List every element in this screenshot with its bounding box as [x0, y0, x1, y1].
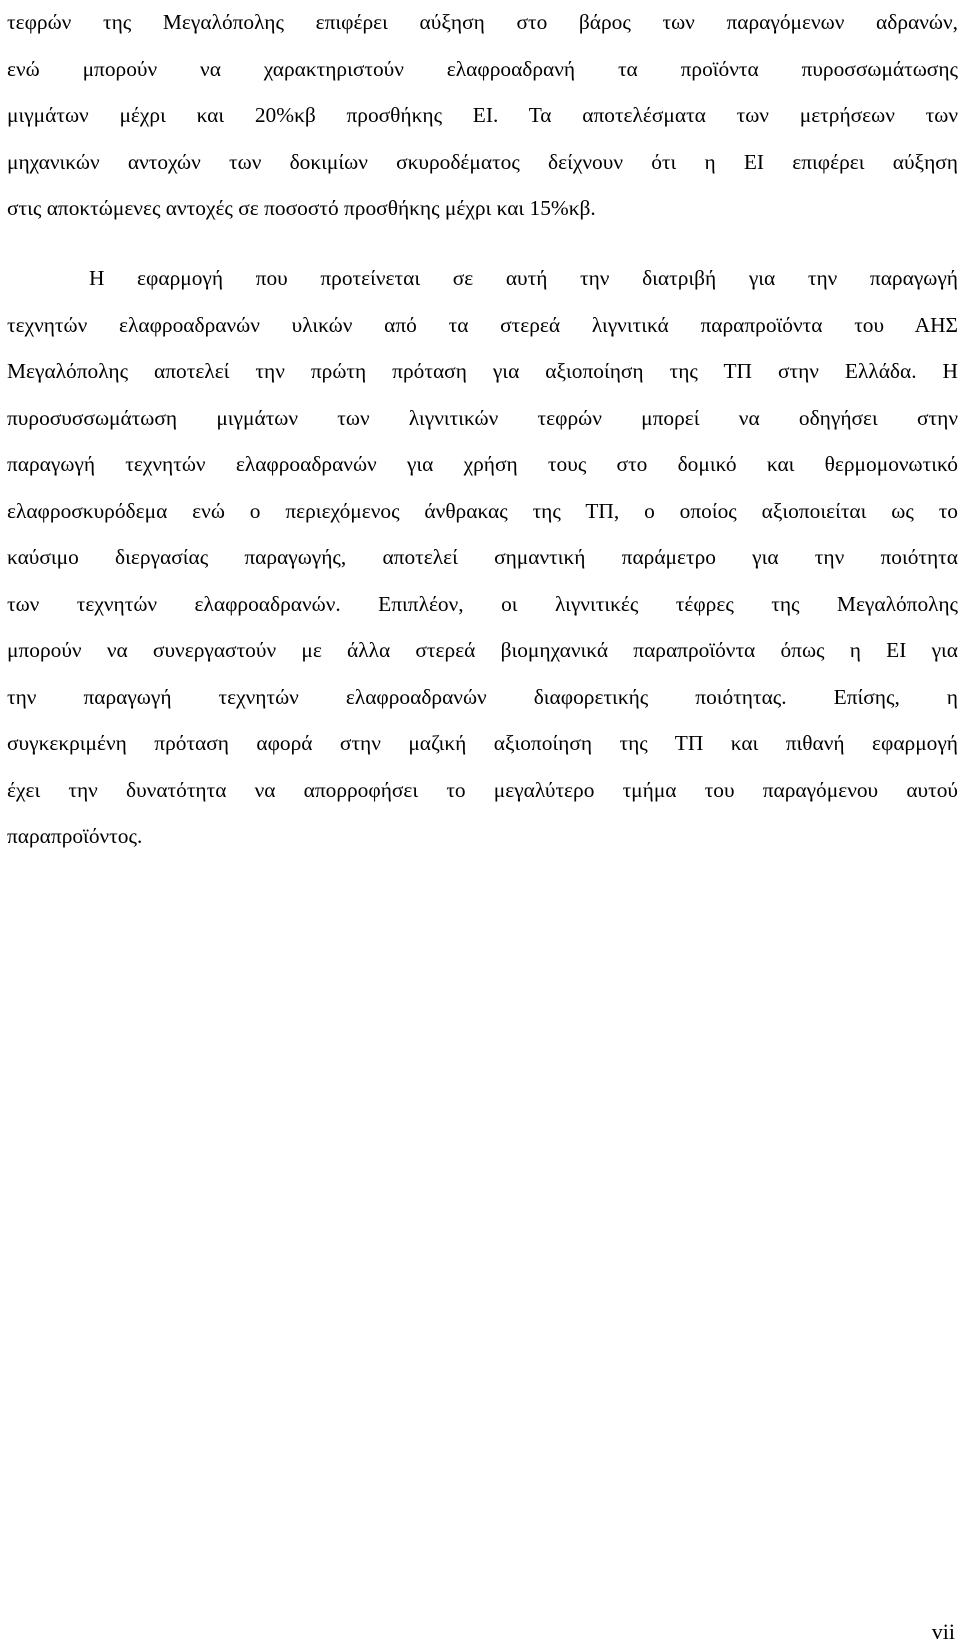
paragraph-2-line: τεχνητών ελαφροαδρανών υλικών από τα στερεά λιγνιτικά παραπροϊόντα του ΑΗΣ: [7, 312, 958, 337]
paragraph-2: [7, 255, 958, 860]
paragraph-2-line: μπορούν να συνεργαστούν με άλλα στερεά βιομηχανικά παραπροϊόντα όπως η ΕΙ για: [7, 638, 958, 662]
paragraph-1: [7, 0, 958, 232]
paragraph-2-line: Η εφαρμογή που προτείνεται σε αυτή την διατριβή για την παραγωγή: [89, 266, 958, 290]
paragraph-2-line: παραγωγή τεχνητών ελαφροαδρανών για χρήση τους στο δομικό και θερμομονωτικό: [7, 452, 958, 476]
page-number: vii: [931, 1619, 955, 1644]
paragraph-2-line: παραπροϊόντος.: [7, 824, 143, 848]
paragraph-2-line: καύσιμο διεργασίας παραγωγής, αποτελεί σημαντική παράμετρο για την ποιότητα: [7, 545, 958, 569]
paragraph-1-line: μιγμάτων μέχρι και 20%κβ προσθήκης ΕΙ. Τα αποτελέσματα των μετρήσεων των: [7, 103, 958, 127]
paragraph-2-line: την παραγωγή τεχνητών ελαφροαδρανών διαφορετικής ποιότητας. Επίσης, η: [7, 684, 958, 709]
paragraph-2-line: συγκεκριμένη πρόταση αφορά στην μαζική αξιοποίηση της ΤΠ και πιθανή εφαρμογή: [7, 731, 958, 755]
paragraph-1-line: στις αποκτώμενες αντοχές σε ποσοστό προσθήκης μέχρι και 15%κβ.: [7, 196, 596, 220]
paragraph-2-line: έχει την δυνατότητα να απορροφήσει το μεγαλύτερο τμήμα του παραγόμενου αυτού: [7, 777, 958, 802]
paragraph-2-line: πυροσυσσωμάτωση μιγμάτων των λιγνιτικών τεφρών μπορεί να οδηγήσει στην: [7, 405, 958, 430]
paragraph-2-line: ελαφροσκυρόδεμα ενώ ο περιεχόμενος άνθρακας της ΤΠ, ο οποίος αξιοποιείται ως το: [7, 498, 958, 523]
paragraph-2-line: Μεγαλόπολης αποτελεί την πρώτη πρόταση για αξιοποίηση της ΤΠ στην Ελλάδα. Η: [7, 359, 958, 383]
paragraph-1-line: μηχανικών αντοχών των δοκιμίων σκυροδέματος δείχνουν ότι η ΕΙ επιφέρει αύξηση: [7, 149, 958, 174]
paragraph-1-line: ενώ μπορούν να χαρακτηριστούν ελαφροαδρανή τα προϊόντα πυροσσωμάτωσης: [7, 56, 958, 81]
paragraph-2-line: των τεχνητών ελαφροαδρανών. Επιπλέον, οι λιγνιτικές τέφρες της Μεγαλόπολης: [7, 591, 958, 616]
paragraph-1-line: τεφρών της Μεγαλόπολης επιφέρει αύξηση στο βάρος των παραγόμενων αδρανών,: [7, 10, 958, 34]
